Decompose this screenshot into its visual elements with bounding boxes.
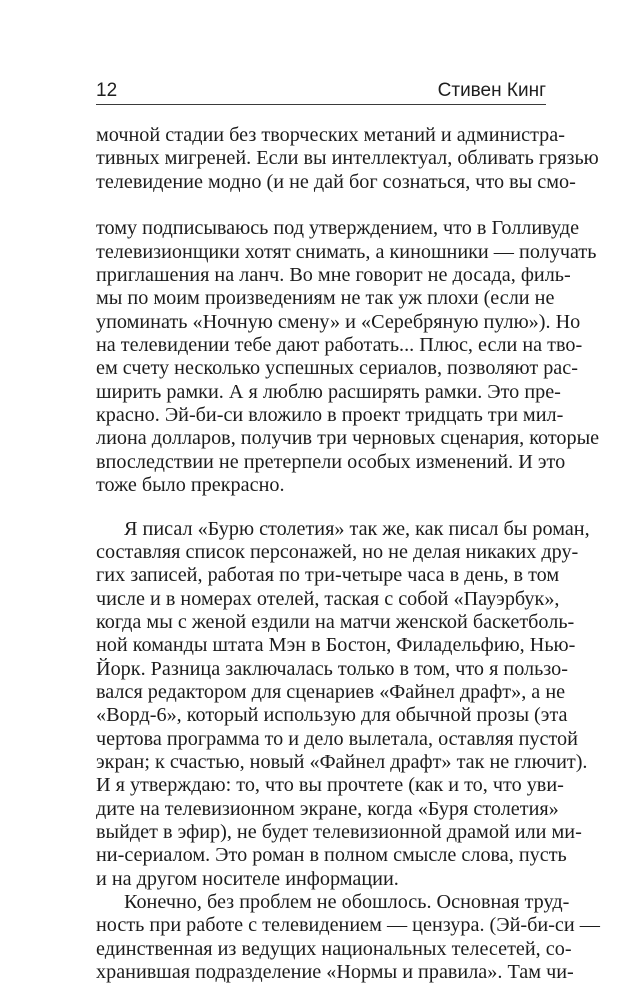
- running-head-author: Стивен Кинг: [437, 80, 546, 101]
- text-line: Конечно, без проблем не обошлось. Основная труд-: [124, 891, 570, 913]
- text-line: когда мы с женой ездили на матчи женской баскетболь-: [96, 610, 575, 633]
- text-line: лиона долларов, получив три черновых сценария, которые: [96, 427, 600, 450]
- paragraph-gap: [96, 498, 546, 518]
- text-line: тому подписываюсь под утверждением, что в Голливуде: [96, 217, 580, 240]
- body-text: [96, 124, 600, 984]
- paragraph-3: [96, 891, 600, 984]
- header-rule: [96, 104, 546, 105]
- text-line: [96, 194, 546, 217]
- text-line: «Ворд-6», который использую для обычной прозы (эта: [96, 704, 568, 727]
- text-line: ширить рамки. А я люблю расширять рамки. Это пре-: [96, 380, 561, 403]
- text-line: числе и в номерах отелей, таская с собой «Пауэрбук»,: [96, 587, 560, 610]
- text-line: приглашения на ланч. Во мне говорит не досада, филь-: [96, 264, 571, 287]
- text-line: дите на телевизионном экране, когда «Буря столетия»: [96, 797, 559, 820]
- text-line: ность при работе с телевидением — цензура. (Эй-би-си —: [96, 914, 600, 937]
- text-line: мы по моим произведениям не так уж плохи (если не: [96, 287, 555, 310]
- running-head: [96, 80, 546, 104]
- text-line: хранившая подразделение «Нормы и правила». Там чи-: [96, 961, 574, 984]
- paragraph-1: [96, 124, 600, 498]
- text-line: выйдет в эфир), не будет телевизионной драмой или ми-: [96, 820, 582, 843]
- paragraph-2: [96, 517, 590, 892]
- text-line: красно. Эй-би-си вложило в проект тридцать три мил-: [96, 404, 564, 427]
- text-line: экран; к счастью, новый «Файнел драфт» так не глючит).: [96, 750, 588, 773]
- text-line: упоминать «Ночную смену» и «Серебряную пулю»). Но: [96, 310, 581, 333]
- text-line: гих записей, работая по три-четыре часа в день, в том: [96, 564, 560, 587]
- text-line: Йорк. Разница заключалась только в том, что я пользо-: [96, 657, 568, 680]
- text-line: тоже было прекрасно.: [96, 474, 285, 497]
- text-line: ной команды штата Мэн в Бостон, Филадельфию, Нью-: [96, 634, 576, 657]
- text-line: и на другом носителе информации.: [96, 867, 399, 890]
- text-line: тивных мигреней. Если вы интеллектуал, обливать грязью: [96, 147, 599, 170]
- text-line: телевидение модно (и не дай бог сознаться, что вы смо-: [96, 170, 576, 193]
- text-line: ни-сериалом. Это роман в полном смысле слова, пусть: [96, 844, 567, 867]
- text-line: телевизионщики хотят снимать, а киношники — получать: [96, 240, 597, 263]
- text-line: ем счету несколько успешных сериалов, позволяют рас-: [96, 357, 578, 380]
- text-line: И я утверждаю: то, что вы прочтете (как и то, что уви-: [96, 774, 564, 797]
- page-number: 12: [96, 80, 118, 101]
- text-line: единственная из ведущих национальных телесетей, со-: [96, 937, 572, 960]
- text-line: на телевидении тебе дают работать... Плюс, если на тво-: [96, 334, 583, 357]
- text-line: Я писал «Бурю столетия» так же, как писал бы роман,: [124, 517, 590, 540]
- text-line: вался редактором для сценариев «Файнел драфт», а не: [96, 680, 566, 703]
- text-line: мочной стадии без творческих метаний и администра-: [96, 124, 565, 146]
- text-line: чертова программа то и дело вылетала, оставляя пустой: [96, 727, 578, 750]
- text-line: составляя список персонажей, но не делая никаких дру-: [96, 540, 579, 563]
- text-line: впоследствии не претерпели особых изменений. И это: [96, 450, 566, 473]
